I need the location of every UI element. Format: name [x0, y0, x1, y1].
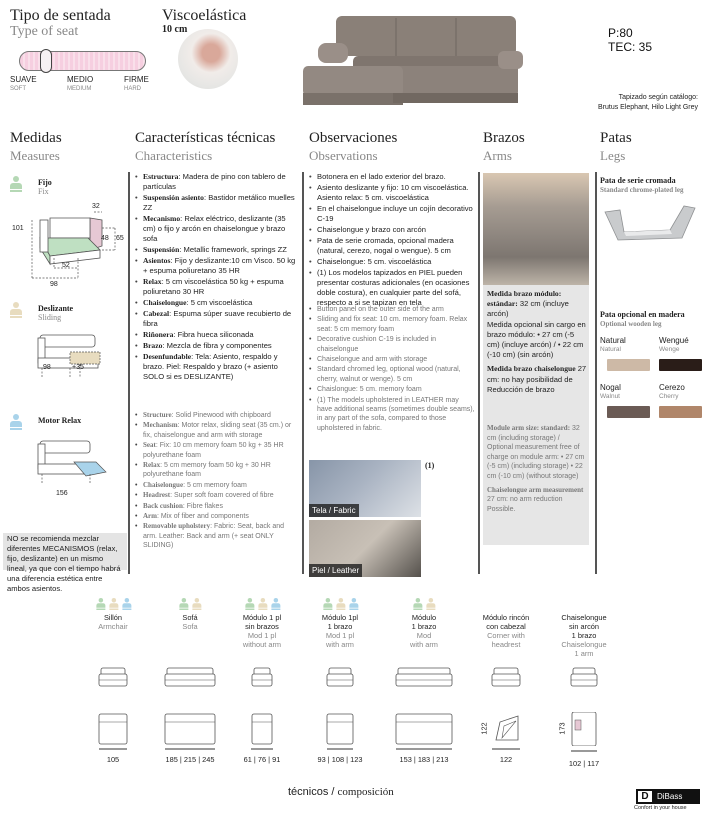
upholstery-fabrics: Brutus Elephant, Hilo Light Grey	[598, 104, 698, 111]
seat-type-icons	[150, 598, 230, 610]
module-top-view	[73, 712, 153, 746]
module-dimensions: 102 | 117	[568, 759, 600, 768]
arm-standard-value: 32 cm (incluye arcón)	[487, 299, 569, 319]
module-name-en: with arm	[410, 640, 438, 649]
module-front-view	[300, 664, 380, 694]
photo-footnote-marker: (1)	[425, 461, 435, 470]
list-item	[135, 481, 298, 490]
list-item: • Standard chromed leg, optional wood (natural, cherry, walnut or wenge). 5 cm	[309, 365, 475, 384]
list-item: • Decorative cushion C-19 is included in chaiselongue	[309, 335, 475, 354]
relax-dim-depth: 156	[56, 490, 68, 497]
list-item: • (1) The models upholstered in LEATHER may have additional seams (sometimes double seams), in any part of the sofa, compared to those upholstered in fabric.	[309, 396, 475, 434]
arm-chaise-value: 27 cm: no hay posibilidad de Reducción de brazo	[487, 364, 587, 394]
module-name: 1 brazo	[411, 622, 437, 631]
relax-person-icon	[271, 598, 279, 610]
list-item: • Chaislongue: 5 cm. memory foam	[309, 385, 475, 394]
column-divider	[478, 172, 480, 574]
footer-caption-plain: técnicos /	[288, 786, 338, 798]
list-item: • Button panel on the outer side of the arm	[309, 305, 475, 314]
module-name: Sillón	[103, 613, 123, 622]
item-key: Relax	[143, 461, 161, 470]
fix-person-icon	[10, 176, 21, 192]
dibass-logo	[636, 789, 700, 804]
seat-type-title: Tipo de sentada	[10, 7, 111, 24]
wenge-es: Wengué	[659, 336, 689, 345]
module-name: Módulo 1pl	[321, 613, 359, 622]
dim-seat-depth: 52	[62, 262, 70, 269]
fabric-photo-label: Tela / Fabric	[309, 504, 359, 517]
composition-module	[222, 598, 302, 768]
module-name: sin arcón	[569, 622, 599, 631]
item-value: : Bastidor metálico muelles ZZ	[143, 193, 295, 212]
leather-photo-label: Piel / Leather	[309, 564, 362, 577]
module-dimensions: 185 | 215 | 245	[165, 755, 215, 764]
seat-type-icons	[222, 598, 302, 610]
slider-label-soft	[10, 76, 37, 93]
item-value: : Espuma súper suave recubierto de fibra	[143, 309, 292, 328]
list-item: • En el chaiselongue incluye un cojín decorativo C-19	[309, 204, 475, 224]
arm-chaise-label-en: Chaiselongue arm measurement	[487, 485, 584, 494]
item-key: Mecanismo	[143, 214, 181, 223]
item-key: Suspensión	[143, 245, 180, 254]
dimension-line	[251, 748, 273, 750]
item-key: Arm	[143, 512, 157, 521]
item-key: Riñonera	[143, 330, 174, 339]
item-key: Removable upholstery	[143, 522, 211, 531]
module-dimensions: 61 | 76 | 91	[243, 755, 281, 764]
observations-en-list	[309, 305, 475, 434]
module-top-view	[150, 712, 230, 746]
item-key: Headrest	[143, 491, 171, 500]
natural-swatch	[607, 359, 650, 371]
hard-en: HARD	[124, 86, 142, 92]
list-item	[135, 502, 298, 511]
fix-seat-diagram	[10, 198, 125, 288]
module-name-en: Mod	[416, 631, 432, 640]
sliding-person-icon	[258, 598, 266, 610]
arm-photo	[483, 173, 589, 285]
characteristics-en-list	[135, 411, 298, 552]
seat-type-subtitle: Type of seat	[10, 24, 79, 39]
column-divider	[595, 172, 597, 574]
characteristics-subtitle: Characteristics	[135, 148, 213, 163]
module-dimensions: 153 | 183 | 213	[399, 755, 449, 764]
seat-type-icons	[466, 598, 546, 610]
seat-firmness-knob	[40, 49, 52, 73]
module-front-view	[222, 664, 302, 694]
relax-person-icon	[122, 598, 130, 610]
module-top-view	[384, 712, 464, 746]
list-item	[135, 256, 298, 276]
module-name-en: 1 arm	[574, 649, 594, 658]
item-value: : Relax eléctrico, deslizante (35 cm) o fijo y arcón en chaiselongue y brazo sofa	[143, 214, 286, 243]
module-name-en: without arm	[242, 640, 282, 649]
module-name: Sofá	[182, 613, 198, 622]
sliding-person-icon	[109, 598, 117, 610]
list-item	[135, 214, 298, 244]
composition-module	[466, 598, 546, 768]
soft-en: SOFT	[10, 86, 26, 92]
list-item	[135, 522, 298, 550]
item-value: : Fix: 10 cm memory foam 50 kg + 35 HR polyurethane foam	[143, 442, 284, 459]
composition-module	[544, 598, 624, 768]
module-top-view	[222, 712, 302, 746]
medium-en: MEDIUM	[67, 86, 92, 92]
leather-photo	[309, 520, 421, 577]
item-value: : Mix of fiber and components	[157, 513, 249, 521]
fix-person-icon	[323, 598, 331, 610]
footer-caption	[288, 786, 394, 798]
slider-label-medium	[67, 76, 93, 93]
relax-seat-diagram	[30, 436, 110, 486]
arms-en-text	[487, 424, 587, 514]
observations-es-list	[309, 172, 475, 309]
item-key: Chaiselongue	[143, 480, 184, 489]
dim-seat-height: 48	[101, 235, 109, 242]
module-name: 1 brazo	[571, 631, 597, 640]
fix-person-icon	[96, 598, 104, 610]
item-value: : 5 cm memory foam	[183, 481, 247, 489]
list-item	[135, 245, 298, 255]
legs-title: Patas	[600, 130, 632, 146]
characteristics-title: Características técnicas	[135, 130, 276, 146]
module-name-en: Chaiselongue	[561, 640, 607, 649]
dimension-line	[99, 748, 127, 750]
relax-title: Motor Relax	[38, 416, 82, 425]
wenge-swatch	[659, 359, 702, 371]
p-value: P:80	[608, 26, 633, 40]
arm-chaise-label: Medida brazo chaiselongue	[487, 364, 576, 374]
leg-option-cerezo	[659, 383, 685, 401]
mechanism-warning-note: NO se recomienda mezclar diferentes MECANISMOS (relax, fijo, deslizante) en un mismo lineal, ya que con el tiempo habrá una diferencia estética entre ambos asientos.	[3, 533, 127, 570]
dim-height: 101	[12, 225, 24, 232]
item-key: Brazo	[143, 341, 163, 350]
item-value: : Tela: Asiento, respaldo y brazo. Piel: Respaldo y brazo (+ asiento SOLO si es DESLIZANTE)	[143, 352, 278, 381]
module-front-view	[544, 664, 624, 694]
column-divider	[302, 172, 304, 574]
sliding-dim-depth: 98	[43, 364, 51, 371]
item-key: Structure	[143, 411, 172, 419]
dim-arm-height: 65	[116, 235, 124, 242]
seat-firmness-track	[19, 51, 146, 71]
item-value: : Madera de pino con tablero de partículas	[143, 172, 286, 191]
soft-es: SUAVE	[10, 75, 37, 84]
logo-tagline: Confort in your house	[634, 805, 687, 811]
wood-leg-title: Pata opcional en madera	[600, 310, 685, 319]
item-key: Asientos	[143, 256, 171, 265]
cerezo-en: Cherry	[659, 393, 679, 400]
list-item: • (1) Los modelos tapizados en PIEL pueden presentar costuras adicionales (en ocasiones doble costura), en cualquier parte del sofá, respecto a si se tapizan en tela	[309, 268, 475, 308]
item-value: : Metallic framework, springs ZZ	[179, 245, 287, 254]
list-item	[135, 172, 298, 192]
module-front-view	[384, 664, 464, 694]
list-item	[135, 512, 298, 521]
item-key: Back cushion	[143, 501, 183, 510]
module-front-view	[73, 664, 153, 694]
module-name: 1 brazo	[327, 622, 353, 631]
upholstery-info	[598, 93, 698, 113]
list-item	[135, 352, 298, 382]
module-name-en: Mod 1 pl	[325, 631, 355, 640]
dimension-line	[492, 748, 520, 750]
module-top-view	[300, 712, 380, 746]
logo-letter: D	[638, 791, 652, 802]
module-name-en: with arm	[326, 640, 354, 649]
characteristics-es-list	[135, 172, 298, 383]
arm-standard-label: Medida brazo módulo: estándar:	[487, 289, 562, 309]
module-side-dimension: 173	[557, 722, 567, 735]
arms-subtitle: Arms	[483, 148, 512, 163]
list-item	[135, 330, 298, 340]
item-value: : 5 cm memory foam 50 kg + 30 HR polyurethane foam	[143, 462, 271, 479]
wenge-en: Wenge	[659, 346, 680, 353]
module-name-en: Sofa	[182, 622, 198, 631]
footer-caption-serif: composición	[337, 786, 394, 798]
leg-option-nogal	[600, 383, 621, 401]
module-name: Módulo 1 pl	[242, 613, 282, 622]
slider-label-hard	[124, 76, 149, 93]
item-value: : 5 cm viscoelástica 50 kg + espuma poliuretano 30 HR	[143, 277, 284, 296]
list-item	[135, 298, 298, 308]
item-key: Relax	[143, 277, 162, 286]
item-value: : Fibra hueca siliconada	[173, 330, 254, 339]
list-item	[135, 193, 298, 213]
sliding-person-icon	[336, 598, 344, 610]
cerezo-swatch	[659, 406, 702, 418]
measures-subtitle: Measures	[10, 148, 60, 163]
list-item	[135, 411, 298, 420]
module-name: Chaiselongue	[561, 613, 607, 622]
module-name: sin brazos	[245, 622, 279, 631]
item-key: Cabezal	[143, 309, 170, 318]
module-name-en: Armchair	[98, 622, 128, 631]
list-item	[135, 491, 298, 500]
list-item: • Pata de serie cromada, opcional madera (natural, cerezo, nogal o wengue). 5 cm	[309, 236, 475, 256]
fabric-photo	[309, 460, 421, 517]
item-key: Mechanism	[143, 421, 178, 430]
column-divider	[128, 172, 130, 574]
module-name-en: headrest	[491, 640, 521, 649]
sliding-seat-diagram	[30, 330, 110, 380]
relax-person-icon	[10, 414, 21, 430]
item-value: : Motor relax, sliding seat (35 cm.) or fix, chaiselongue and arm with storage	[143, 422, 292, 439]
item-value: : 5 cm viscoelástica	[186, 298, 253, 307]
fix-person-icon	[179, 598, 187, 610]
item-key: Suspensión asiento	[143, 193, 204, 202]
nogal-swatch	[607, 406, 650, 418]
observations-subtitle: Observations	[309, 148, 378, 163]
module-top-view	[466, 712, 546, 746]
item-value: : Fibre flakes	[182, 502, 223, 510]
chrome-leg-image	[600, 200, 700, 245]
composition-module	[300, 598, 380, 768]
composition-module	[73, 598, 153, 768]
sliding-subtitle: Sliding	[38, 313, 62, 322]
fix-title: Fijo	[38, 178, 52, 187]
tec-value: TEC: 35	[608, 40, 653, 54]
list-item: • Sliding and fix seat: 10 cm. memory foam. Relax seat: 5 cm memory foam	[309, 315, 475, 334]
cerezo-es: Cerezo	[659, 383, 685, 392]
arms-es-text	[487, 289, 587, 395]
module-name-en: Corner with	[487, 631, 525, 640]
composition-module	[150, 598, 230, 768]
chrome-leg-title: Pata de serie cromada	[600, 176, 676, 185]
upholstery-label: Tapizado según catálogo:	[618, 94, 698, 101]
observations-title: Observaciones	[309, 130, 398, 146]
item-key: Chaiselongue	[143, 298, 187, 307]
item-key: Estructura	[143, 172, 179, 181]
wood-leg-subtitle: Optional wooden leg	[600, 320, 662, 328]
chrome-leg-subtitle: Standard chrome-plated leg	[600, 186, 684, 194]
dimension-line	[327, 748, 353, 750]
seat-type-icons	[300, 598, 380, 610]
list-item: • Chaiselongue: 5 cm. viscoelástica	[309, 257, 475, 267]
item-key: Desenfundable	[143, 352, 192, 361]
module-dimensions: 105	[106, 755, 120, 764]
module-top-view	[544, 712, 624, 746]
seat-type-icons	[73, 598, 153, 610]
logo-name: DiBass	[657, 792, 683, 801]
hard-es: FIRME	[124, 75, 149, 84]
sofa-product-image	[293, 8, 523, 108]
list-item	[135, 309, 298, 329]
nogal-es: Nogal	[600, 383, 621, 392]
item-key: Seat	[143, 441, 156, 450]
nogal-en: Walnut	[600, 393, 620, 400]
item-value: : Super soft foam covered of fibre	[170, 492, 274, 500]
fix-person-icon	[245, 598, 253, 610]
item-value: : Solid Pinewood with chipboard	[171, 412, 271, 419]
module-front-view	[150, 664, 230, 694]
sliding-person-icon	[10, 302, 21, 318]
arm-chaise-value-en: 27 cm: no arm reduction Possible.	[487, 496, 563, 513]
item-value: : Fijo y deslizante:10 cm Visco. 50 kg + espuma poliuretano 35 HR	[143, 256, 296, 275]
measures-title: Medidas	[10, 130, 62, 146]
sliding-person-icon	[426, 598, 434, 610]
module-front-view	[466, 664, 546, 694]
module-side-dimension: 122	[479, 722, 489, 735]
item-value: : Fabric: Seat, back and arm. Leather: Back and arm (+ seat ONLY SLIDING)	[143, 523, 285, 550]
medium-es: MEDIO	[67, 75, 94, 84]
seat-type-icons	[384, 598, 464, 610]
dimension-line	[396, 748, 452, 750]
list-item: • Chaiselongue and arm with storage	[309, 355, 475, 364]
dim-arm: 32	[92, 203, 100, 210]
module-name: Módulo	[411, 613, 437, 622]
legs-subtitle: Legs	[600, 148, 626, 163]
fix-subtitle: Fix	[38, 187, 49, 196]
sliding-dim-extra: +35	[72, 364, 84, 371]
arms-title: Brazos	[483, 130, 525, 146]
leg-option-wenge	[659, 336, 689, 354]
leg-option-natural	[600, 336, 626, 354]
module-name-en: Mod 1 pl	[247, 631, 277, 640]
module-dimensions: 122	[499, 755, 513, 764]
dim-depth: 98	[50, 281, 58, 288]
seat-type-icons	[544, 598, 624, 610]
list-item: • Asiento deslizante y fijo: 10 cm viscoelástica. Asiento relax: 5 cm. viscoelástica	[309, 183, 475, 203]
natural-en: Natural	[600, 346, 621, 353]
arm-standard-label-en: Module arm size: standard:	[487, 424, 571, 432]
list-item	[135, 277, 298, 297]
list-item: • Chaiselongue y brazo con arcón	[309, 225, 475, 235]
dimension-line	[165, 748, 215, 750]
fix-person-icon	[413, 598, 421, 610]
module-dimensions: 93 | 108 | 123	[317, 755, 363, 764]
list-item	[135, 441, 298, 460]
sliding-person-icon	[192, 598, 200, 610]
memory-foam-image	[178, 29, 238, 89]
composition-module	[384, 598, 464, 768]
list-item	[135, 421, 298, 440]
product-codes	[608, 26, 652, 54]
relax-person-icon	[349, 598, 357, 610]
list-item	[135, 341, 298, 351]
visco-title: Viscoelástica	[162, 7, 247, 24]
natural-es: Natural	[600, 336, 626, 345]
sliding-title: Deslizante	[38, 304, 74, 313]
module-name: con cabezal	[486, 622, 526, 631]
arm-standard-value-en: 32 cm (including storage) / Optional measurement free of charge on module arm: • 27 cm (-5 cm) (including storage) • 22 cm (-10 cm) (without storage)	[487, 425, 585, 480]
visco-thickness: 10 cm	[162, 24, 188, 35]
module-name: Módulo rincón	[482, 613, 530, 622]
list-item	[135, 461, 298, 480]
dimension-line	[571, 750, 597, 752]
list-item: • Botonera en el lado exterior del brazo.	[309, 172, 475, 182]
item-value: : Mezcla de fibra y componentes	[162, 341, 272, 350]
arm-optional: Medida opcional sin cargo en brazo módulo: • 27 cm (-5 cm) (incluye arcón) / • 22 cm (-10 cm) (sin arcón)	[487, 319, 586, 360]
